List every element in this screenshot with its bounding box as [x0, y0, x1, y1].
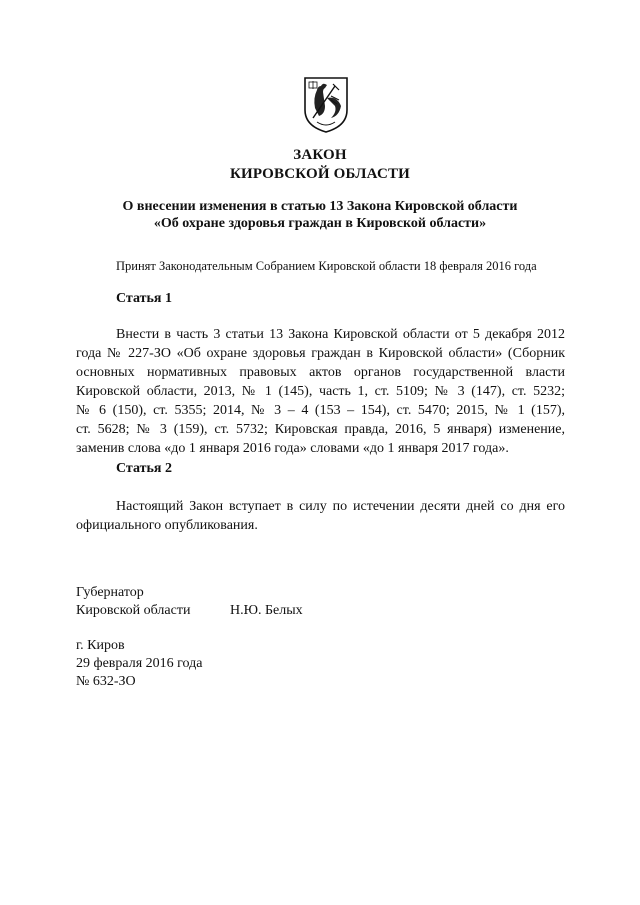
- article-1-line: Кировской области, 2013, № 1 (145), часть 1, ст. 5109; № 3 (147), ст. 5232;: [76, 384, 565, 399]
- article-2-line: официального опубликования.: [76, 518, 258, 533]
- article-2-heading: Статья 2: [116, 461, 172, 476]
- article-1-body: [76, 325, 565, 458]
- kirov-coat-of-arms-icon: [303, 76, 349, 134]
- footer-law-number: № 632-ЗО: [76, 674, 136, 689]
- article-2-line: Настоящий Закон вступает в силу по истечении десяти дней со дня его: [116, 499, 565, 514]
- article-2-body: [76, 497, 565, 535]
- article-1-heading: Статья 1: [116, 291, 172, 306]
- adoption-statement: Принят Законодательным Собранием Кировской области 18 февраля 2016 года: [116, 259, 537, 273]
- signatory-region: Кировской области: [76, 603, 191, 618]
- law-region-title: КИРОВСКОЙ ОБЛАСТИ: [229, 166, 411, 182]
- signatory-name: Н.Ю. Белых: [230, 603, 303, 618]
- law-subtitle-line-2: «Об охране здоровья граждан в Кировской области»: [153, 216, 487, 231]
- article-1-line: заменив слова «до 1 января 2016 года» словами «до 1 января 2017 года».: [76, 441, 509, 456]
- article-1-line: года № 227-ЗО «Об охране здоровья граждан в Кировской области» (Сборник: [76, 346, 565, 361]
- signatory-position: Губернатор: [76, 585, 144, 600]
- article-1-line: Внести в часть 3 статьи 13 Закона Кировской области от 5 декабря 2012: [116, 327, 565, 342]
- footer-date: 29 февраля 2016 года: [76, 656, 203, 671]
- law-title: ЗАКОН: [293, 147, 347, 163]
- footer-city: г. Киров: [76, 638, 125, 653]
- article-1-line: основных нормативных правовых актов органов государственной власти: [76, 365, 565, 380]
- law-subtitle-line-1: О внесении изменения в статью 13 Закона Кировской области: [122, 199, 518, 214]
- article-1-line: ст. 5628; № 3 (159), ст. 5732; Кировская правда, 2016, 5 января) изменение,: [76, 422, 565, 437]
- article-1-line: № 6 (150), ст. 5355; 2014, № 3 – 4 (153 – 154), ст. 5470; 2015, № 1 (157),: [76, 403, 565, 418]
